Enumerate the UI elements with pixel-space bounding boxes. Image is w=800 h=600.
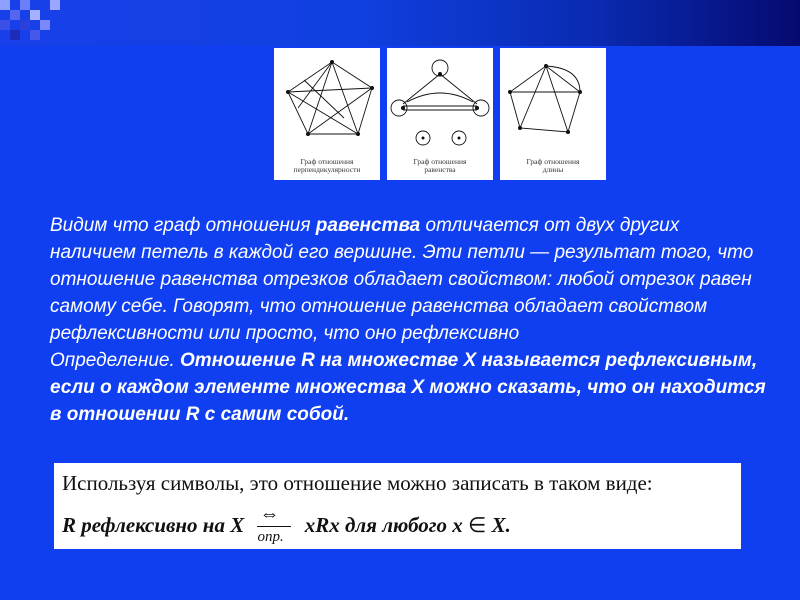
graph-equality	[387, 48, 493, 180]
equivalence-arrow-icon: ⇔	[259, 503, 280, 525]
formula-set: X.	[486, 512, 511, 537]
definition-text: Отношение R на множестве X называется рефлексивным, если о каждом элементе множества X можно сказать, что он находится в отношении R с самим собой.	[50, 350, 766, 425]
caption-line: перпендикулярности	[293, 165, 361, 174]
formula-left: R рефлексивно на X	[62, 512, 245, 537]
caption-line: Граф отношения	[526, 157, 580, 166]
graph-equality-drawing	[387, 48, 493, 148]
paragraph-text: Видим что граф отношения	[50, 215, 316, 236]
emphasis-word: равенства	[315, 215, 421, 236]
definition-paragraph	[50, 347, 770, 428]
graph-perpendicularity-drawing	[274, 48, 380, 148]
caption-line: Граф отношения	[413, 157, 467, 166]
caption-line: равенства	[424, 165, 456, 174]
graph-perpendicularity-caption	[274, 158, 380, 174]
explanation-text	[50, 212, 770, 428]
caption-line: длины	[542, 165, 564, 174]
definition-arrow	[253, 503, 295, 547]
element-of-symbol: ∈	[468, 512, 487, 537]
graph-length-drawing	[500, 48, 606, 148]
formula-right: xRx для любого x	[304, 512, 463, 537]
formula-expression	[62, 503, 511, 547]
title-bar-gradient	[0, 0, 800, 46]
graph-perpendicularity	[274, 48, 380, 180]
explanation-paragraph	[50, 212, 770, 347]
paragraph-text: отличается от двух других наличием петель в каждой его вершине. Эти петли — результат того, что отношение равенства отрезков обладает свойством: любой отрезок равен самому себе. Говорят, что отношение равенства обладает свойством рефлексивности или просто, что оно рефлексивно	[50, 215, 754, 344]
fraction-bar	[257, 526, 291, 527]
formula-intro: Используя символы, это отношение можно записать в таком виде:	[62, 471, 653, 495]
definition-label: Определение.	[50, 350, 181, 371]
caption-line: Граф отношения	[300, 157, 354, 166]
corner-checker-decoration	[0, 0, 64, 48]
arrow-subscript: опр.	[257, 529, 284, 545]
formula-box	[54, 463, 741, 549]
graph-figures	[274, 48, 594, 182]
graph-equality-caption	[387, 158, 493, 174]
graph-length-caption	[500, 158, 606, 174]
graph-length	[500, 48, 606, 180]
